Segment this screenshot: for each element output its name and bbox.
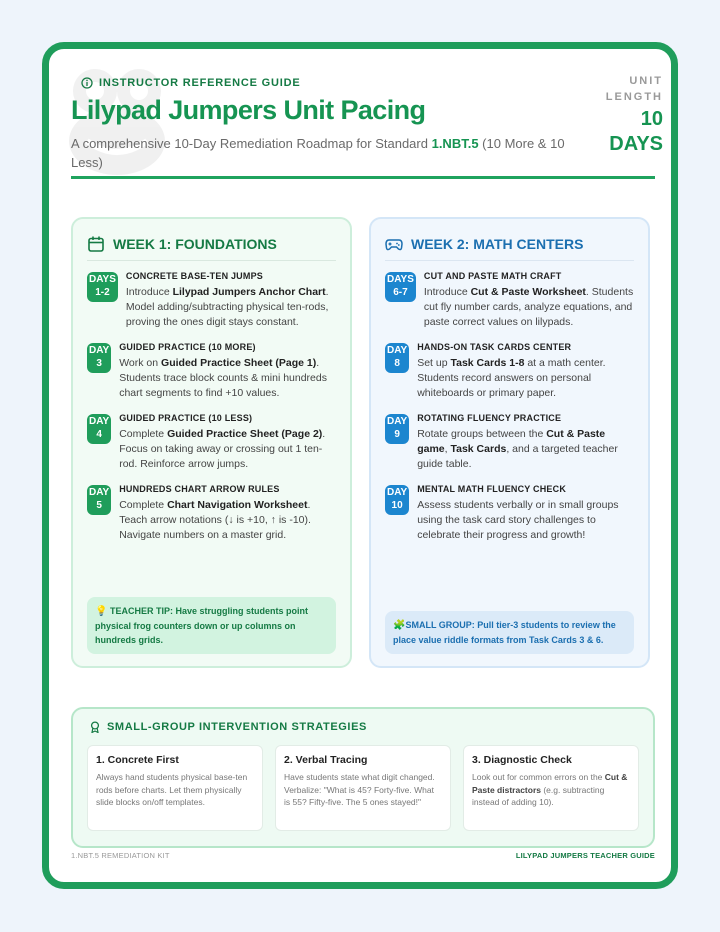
- ribbon-award-icon: [89, 721, 101, 733]
- item-text-bold: Guided Practice Sheet (Page 1): [161, 357, 317, 369]
- standard-code: 1.NBT.5: [431, 136, 479, 151]
- footer-left: 1.NBT.5 REMEDIATION KIT: [71, 851, 170, 860]
- item-text-post: . Students trace block counts & mini hundreds chart segments to find +10 values.: [119, 357, 327, 399]
- unit-length-block: [583, 73, 663, 157]
- badge-label: DAYS: [387, 274, 414, 285]
- card-text: Have students state what digit changed. Verbalize: "What is 45? Forty-five. What is 55? Fifty-five. The 5 ones stayed!": [284, 772, 435, 807]
- list-item: [87, 271, 336, 330]
- item-text-post: . Students cut fly number cards, analyze equations, and paste correct values on lilypads.: [423, 286, 634, 328]
- footer-right: LILYPAD JUMPERS TEACHER GUIDE: [515, 851, 655, 860]
- strategy-cards: [87, 745, 639, 831]
- list-item: [385, 413, 634, 472]
- item-title: MENTAL MATH FLUENCY CHECK: [417, 484, 567, 494]
- subtitle-text: A comprehensive 10-Day Remediation Roadmap for Standard: [71, 136, 432, 151]
- puzzle-icon: 🧩: [393, 620, 406, 631]
- header: [71, 73, 663, 183]
- strategies-header: [89, 721, 639, 733]
- item-text-pre: Introduce: [423, 286, 471, 298]
- item-text: [417, 498, 634, 543]
- list-item: [87, 484, 336, 543]
- card-text-post: (e.g. subtracting instead of adding 10).: [472, 784, 605, 807]
- strategy-card: [463, 745, 639, 831]
- header-divider: [71, 176, 655, 179]
- item-text-mid: ,: [444, 443, 451, 455]
- item-text: [119, 356, 336, 401]
- item-text: [417, 427, 634, 472]
- item-text-bold: Guided Practice Sheet (Page 2): [167, 428, 323, 440]
- subtitle-text-end: (10 More & 10 Less): [71, 136, 565, 170]
- item-title: HANDS-ON TASK CARDS CENTER: [417, 342, 572, 352]
- list-item: [385, 271, 634, 330]
- item-text-pre: Set up: [417, 357, 451, 369]
- card-title: 1. Concrete First: [96, 754, 179, 766]
- day-badge: [87, 272, 118, 302]
- badge-number: 3: [96, 358, 102, 369]
- length-label: LENGTH: [605, 91, 663, 103]
- item-text-pre: Assess students verbally or in small groups using the task card story challenges to celebrate their progress and growth!: [417, 499, 619, 541]
- day-badge: [87, 414, 111, 444]
- badge-label: DAY: [387, 416, 408, 427]
- strategy-card: [87, 745, 263, 831]
- day-badge: [385, 414, 409, 444]
- strategy-card: [275, 745, 451, 831]
- item-text-bold: Cut & Paste Worksheet: [470, 286, 586, 298]
- eyebrow-text: INSTRUCTOR REFERENCE GUIDE: [99, 77, 301, 89]
- item-text-post: , and a targeted teacher guide table.: [417, 443, 618, 470]
- item-text-bold: Cut & Paste game: [417, 428, 606, 455]
- item-title: GUIDED PRACTICE (10 MORE): [119, 342, 256, 352]
- week-1-header: [87, 235, 336, 261]
- item-text-pre: Complete: [119, 428, 168, 440]
- list-item: [385, 484, 634, 543]
- week-2-title: WEEK 2: MATH CENTERS: [411, 235, 584, 252]
- day-badge: [385, 343, 409, 373]
- tip-text: TEACHER TIP: Have struggling students point physical frog counters down or up columns on hundreds grids.: [95, 606, 308, 645]
- week-1-title: WEEK 1: FOUNDATIONS: [113, 235, 277, 252]
- item-title: CUT AND PASTE MATH CRAFT: [423, 271, 562, 281]
- lightbulb-icon: 💡: [95, 606, 108, 617]
- item-text-bold-2: Task Cards: [450, 443, 507, 455]
- item-text: [119, 498, 336, 543]
- unit-days: DAYS: [609, 133, 663, 155]
- item-text-post: . Model adding/subtracting physical ten-rods, proving the ones digit stays constant.: [125, 286, 329, 328]
- badge-number: 1-2: [95, 287, 110, 298]
- card-title: 2. Verbal Tracing: [284, 754, 368, 766]
- strategies-title: SMALL-GROUP INTERVENTION STRATEGIES: [107, 721, 367, 733]
- item-title: ROTATING FLUENCY PRACTICE: [417, 413, 562, 423]
- item-text-bold: Task Cards 1-8: [450, 357, 525, 369]
- item-text-pre: Rotate groups between the: [417, 428, 547, 440]
- list-item: [87, 342, 336, 401]
- calendar-icon: [87, 235, 105, 253]
- strategies-panel: [71, 707, 655, 848]
- week-2-panel: [369, 217, 650, 668]
- item-text-post: . Focus on taking away or crossing out 1 ten-rod. Reinforce arrow jumps.: [119, 428, 326, 470]
- item-text-pre: Complete: [119, 499, 168, 511]
- card-text-pre: Look out for common errors on the: [472, 772, 605, 782]
- item-text: [424, 285, 634, 330]
- tip-text: SMALL GROUP: Pull tier-3 students to review the place value riddle formats from Task Cards 3 & 6.: [393, 620, 616, 645]
- unit-label: UNIT: [629, 75, 663, 87]
- badge-number: 10: [391, 500, 403, 511]
- info-circle-icon: [81, 77, 93, 89]
- item-text-bold: Chart Navigation Worksheet: [167, 499, 308, 511]
- item-text: [126, 285, 336, 330]
- page-subtitle: [71, 134, 571, 172]
- item-title: HUNDREDS CHART ARROW RULES: [119, 484, 280, 494]
- week-1-panel: [71, 217, 352, 668]
- badge-number: 4: [96, 429, 102, 440]
- badge-label: DAY: [89, 487, 110, 498]
- card-text: [472, 771, 630, 809]
- page-title: Lilypad Jumpers Unit Pacing: [71, 95, 426, 125]
- badge-number: 9: [394, 429, 400, 440]
- week-2-header: [385, 235, 634, 261]
- reference-page: [42, 42, 678, 889]
- unit-number: 10: [640, 108, 663, 130]
- item-text-pre: Work on: [119, 357, 162, 369]
- item-title: GUIDED PRACTICE (10 LESS): [119, 413, 253, 423]
- badge-label: DAY: [387, 487, 408, 498]
- item-text-post: . Teach arrow notations (↓ is +10, ↑ is -10). Navigate numbers on a master grid.: [119, 499, 311, 541]
- item-text: [417, 356, 634, 401]
- teacher-tip: [87, 597, 336, 654]
- card-title: 3. Diagnostic Check: [472, 754, 572, 766]
- item-text-pre: Introduce: [125, 286, 173, 298]
- footer: [71, 851, 655, 865]
- day-badge: [87, 485, 111, 515]
- eyebrow: [81, 77, 301, 89]
- item-text-post: at a math center. Students record answers on personal whiteboards or primary paper.: [417, 357, 606, 399]
- item-text-bold: Lilypad Jumpers Anchor Chart: [172, 286, 326, 298]
- badge-label: DAY: [89, 416, 110, 427]
- badge-number: 5: [96, 500, 102, 511]
- badge-number: 8: [394, 358, 400, 369]
- badge-number: 6-7: [393, 287, 408, 298]
- card-text: Always hand students physical base-ten rods before charts. Let them physically slide blocks on/off templates.: [96, 772, 248, 807]
- badge-label: DAYS: [89, 274, 116, 285]
- list-item: [87, 413, 336, 472]
- item-text: [119, 427, 336, 472]
- day-badge: [87, 343, 111, 373]
- badge-label: DAY: [387, 345, 408, 356]
- badge-label: DAY: [89, 345, 110, 356]
- card-text-bold: Cut & Paste distractors: [472, 772, 628, 795]
- item-title: CONCRETE BASE-TEN JUMPS: [125, 271, 263, 281]
- list-item: [385, 342, 634, 401]
- day-badge: [385, 272, 416, 302]
- small-group-tip: [385, 611, 634, 654]
- gamepad-icon: [385, 235, 403, 253]
- day-badge: [385, 485, 409, 515]
